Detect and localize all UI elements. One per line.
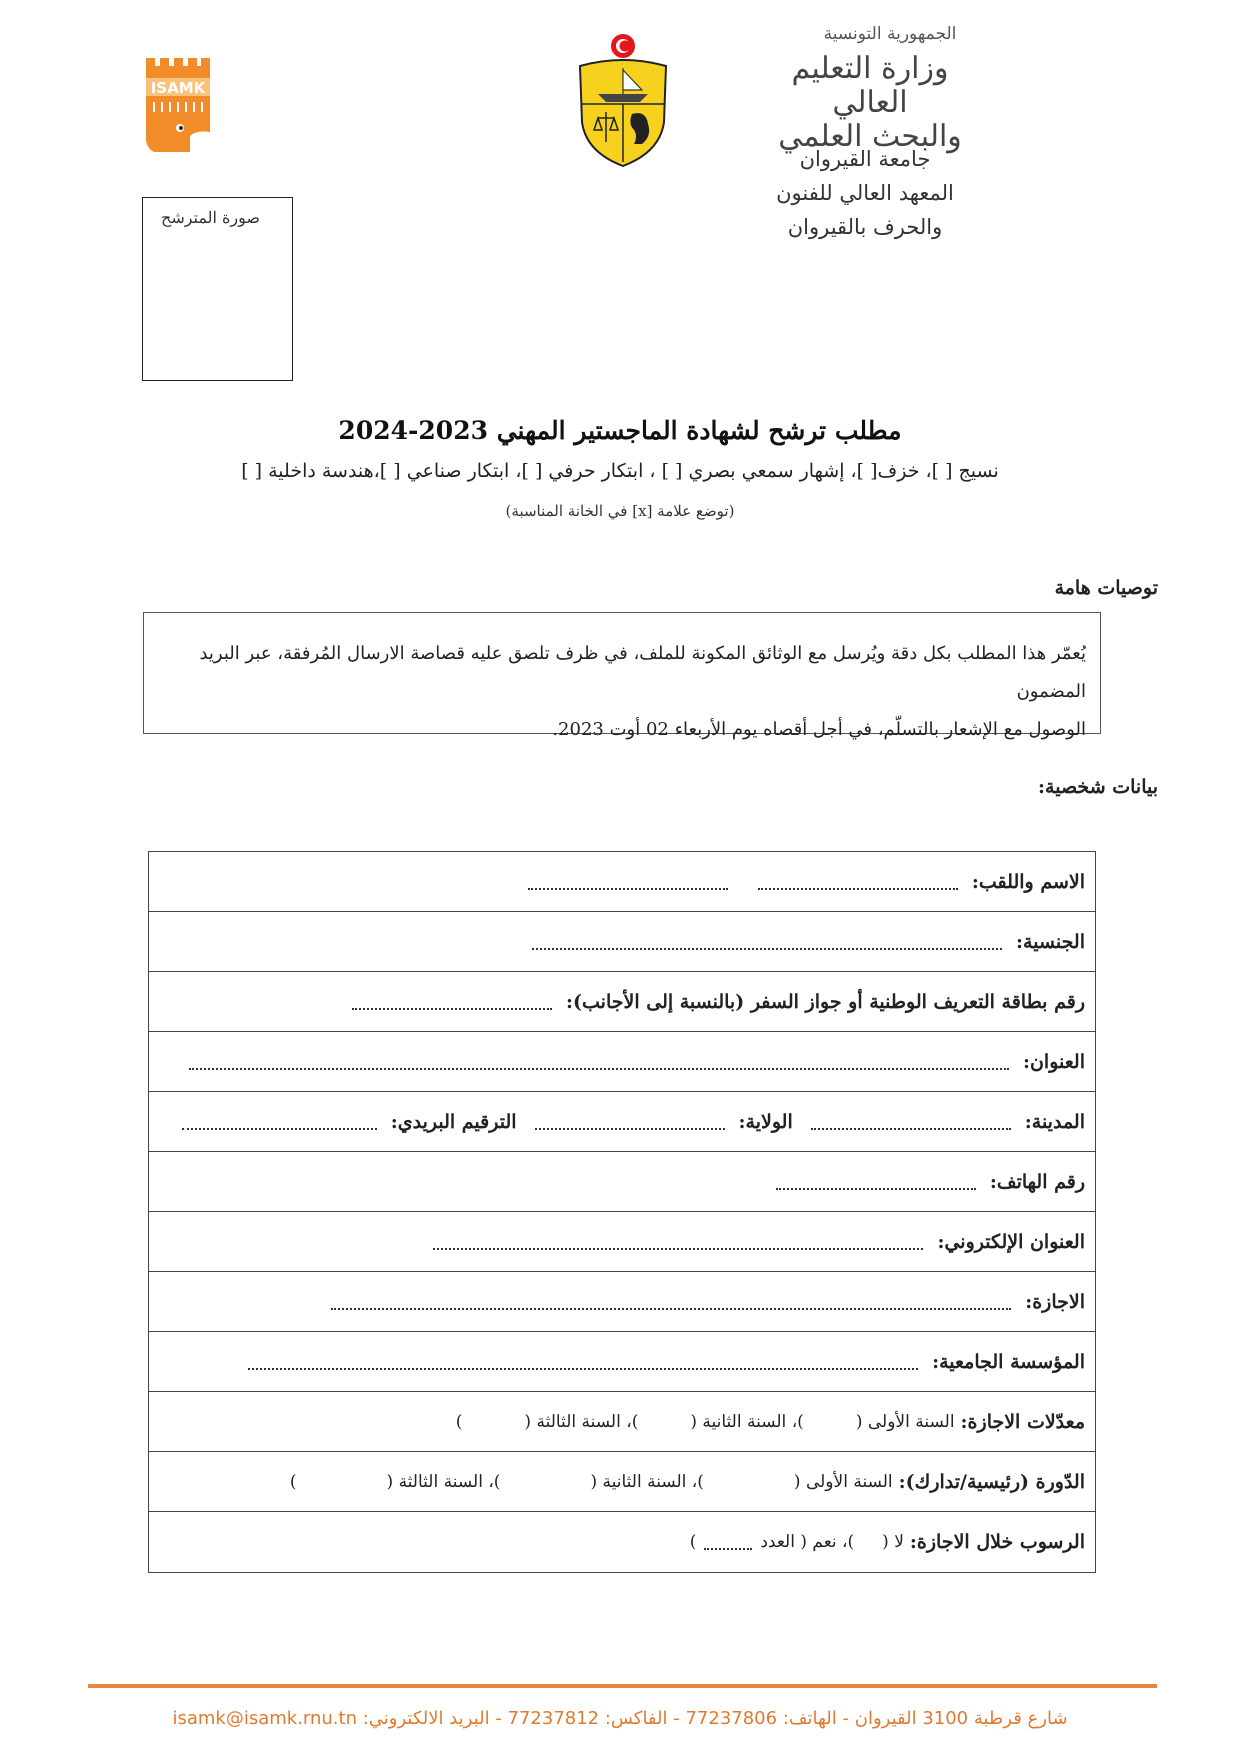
session-year1-text: السنة الأولى ( [793, 1472, 893, 1492]
footer-divider [88, 1684, 1157, 1688]
degree-label: الاجازة: [1025, 1291, 1085, 1313]
tunisia-emblem [576, 32, 670, 168]
table-row [149, 1092, 1095, 1152]
institution-field[interactable] [248, 1354, 918, 1370]
phone-label: رقم الهاتف: [989, 1171, 1085, 1193]
table-row [149, 1332, 1095, 1392]
address-field[interactable] [189, 1054, 1009, 1070]
grades-label: معدّلات الاجازة: [960, 1411, 1085, 1433]
personal-data-table [148, 851, 1096, 1573]
ministry-line-2: والبحث العلمي [778, 119, 962, 154]
repeat-yes-text: )، نعم ( العدد [760, 1532, 855, 1552]
options-note: (توضع علامة [x] في الخانة المناسبة) [505, 502, 735, 520]
address-label: العنوان: [1022, 1051, 1085, 1073]
institute-line-1: المعهد العالي للفنون [776, 181, 954, 205]
institute-line-2: والحرف بالقيروان [787, 215, 943, 239]
svg-text:ISAMK: ISAMK [150, 79, 206, 97]
city-label: المدينة: [1024, 1111, 1085, 1133]
state-label: الولاية: [738, 1111, 793, 1133]
table-row [149, 1152, 1095, 1212]
repeat-count-field[interactable] [704, 1534, 752, 1550]
phone-field[interactable] [776, 1174, 976, 1190]
last-name-field[interactable] [528, 874, 728, 890]
degree-field[interactable] [331, 1294, 1011, 1310]
session-label: الدّورة (رئيسية/تدارك): [898, 1471, 1085, 1493]
id-label: رقم بطاقة التعريف الوطنية أو جواز السفر (بالنسبة إلى الأجانب): [566, 991, 1085, 1013]
grades-year2-text: )، السنة الثانية ( [690, 1412, 804, 1432]
table-row [149, 1452, 1095, 1512]
email-label: العنوان الإلكتروني: [937, 1231, 1085, 1253]
table-row [149, 1512, 1095, 1572]
table-row [149, 972, 1095, 1032]
isamk-logo [146, 58, 210, 152]
republic-name: الجمهورية التونسية [823, 24, 957, 44]
recommendation-line-1: يُعمّر هذا المطلب بكل دقة ويُرسل مع الوثائق المكونة للملف، في ظرف تلصق عليه قصاصة الارسال المُرفقة، عبر البريد المضمون [199, 643, 1086, 702]
form-title: مطلب ترشح لشهادة الماجستير المهني 2023-2024 [338, 416, 902, 445]
recommendations-heading: توصيات هامة [1054, 577, 1158, 599]
table-row [149, 1212, 1095, 1272]
postal-code-label: الترقيم البريدي: [390, 1111, 517, 1133]
grades-close: ) [455, 1412, 463, 1432]
footer-contact: شارع قرطبة 3100 القيروان - الهاتف: 77237806 - الفاكس: 77237812 - البريد الالكتروني: isamk@isamk.rnu.tn [172, 1708, 1068, 1729]
repeat-no-text: لا ( [882, 1532, 904, 1552]
nationality-field[interactable] [532, 934, 1002, 950]
session-year3-text: )، السنة الثالثة ( [386, 1472, 501, 1492]
table-row [149, 912, 1095, 972]
institution-label: المؤسسة الجامعية: [932, 1351, 1085, 1373]
email-field[interactable] [433, 1234, 923, 1250]
recommendations-box [143, 612, 1101, 740]
personal-data-heading: بيانات شخصية: [1038, 776, 1158, 798]
postal-code-field[interactable] [182, 1114, 377, 1130]
repeat-close: ) [689, 1532, 697, 1552]
nationality-label: الجنسية: [1016, 931, 1085, 953]
ministry-line-1: وزارة التعليم العالي [791, 51, 949, 120]
table-row [149, 1272, 1095, 1332]
city-field[interactable] [811, 1114, 1011, 1130]
repeat-label: الرسوب خلال الاجازة: [909, 1531, 1085, 1553]
specialty-options: نسيج [ ]، خزف[ ]، إشهار سمعي بصري [ ] ، ابتكار حرفي [ ]، ابتكار صناعي [ ]،هندسة داخلية [ ] [241, 460, 999, 482]
table-row [149, 852, 1095, 912]
recommendation-line-2: الوصول مع الإشعار بالتسلّم، في أجل أقصاه يوم الأربعاء 02 أوت 2023. [552, 719, 1086, 740]
institution-block [755, 142, 975, 244]
candidate-photo-box[interactable] [142, 197, 293, 381]
table-row [149, 1032, 1095, 1092]
university-name: جامعة القيروان [799, 147, 931, 171]
ministry-name [755, 52, 985, 154]
state-field[interactable] [535, 1114, 725, 1130]
grades-year1-text: السنة الأولى ( [855, 1412, 955, 1432]
session-close: ) [289, 1472, 297, 1492]
name-label: الاسم واللقب: [971, 871, 1085, 893]
grades-year3-text: )، السنة الثالثة ( [524, 1412, 639, 1432]
first-name-field[interactable] [758, 874, 958, 890]
id-field[interactable] [352, 994, 552, 1010]
session-year2-text: )، السنة الثانية ( [590, 1472, 704, 1492]
photo-label: صورة المترشح [160, 208, 260, 227]
table-row [149, 1392, 1095, 1452]
